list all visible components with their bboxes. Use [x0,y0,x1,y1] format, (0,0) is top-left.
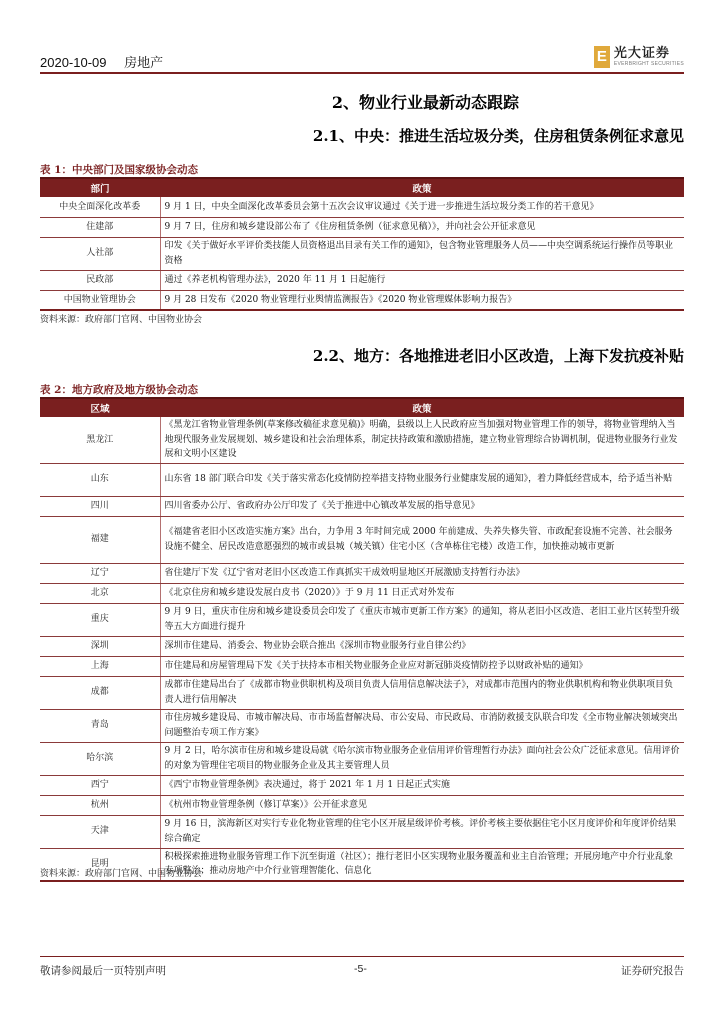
cell-policy: 9 月 16 日，滨海新区对实行专业化物业管理的住宅小区开展星级评价考核。评价考核主要依据住宅小区月度评价和年度评价结果综合确定 [160,815,684,848]
section-title: 2、物业行业最新动态跟踪 [331,93,519,112]
table2-body [40,417,684,881]
table-row [40,775,684,795]
cell-policy: 深圳市住建局、消委会、物业协会联合推出《深圳市物业服务行业自律公约》 [160,636,684,656]
table-row [40,270,684,290]
cell-policy: 《北京住房和城乡建设发展白皮书（2020）》于 9 月 11 日正式对外发布 [160,583,684,603]
page-header [40,52,177,71]
subsection-title-1: 2.1、中央：推进生活垃圾分类，住房租赁条例征求意见 [312,127,684,145]
cell-policy: 成都市住建局出台了《成都市物业供职机构及项目负责人信用信息解决法子》，对成都市范围内的物业供职机构和物业供职项目负责人进行信用解决 [160,676,684,709]
table2 [40,397,684,882]
table-row [40,709,684,742]
cell-region: 山东 [40,463,160,496]
cell-policy: 山东省 18 部门联合印发《关于落实常态化疫情防控举措支持物业服务行业健康发展的通知》，着力降低经营成本，给予适当补贴 [160,463,684,496]
cell-department: 住建部 [40,217,160,237]
table-row [40,290,684,310]
cell-policy: 9 月 28 日发布《2020 物业管理行业舆情监测报告》《2020 物业管理媒体影响力报告》 [160,290,684,310]
table2-header-policy: 政策 [160,398,684,417]
cell-region: 深圳 [40,636,160,656]
report-sector: 房地产 [124,55,164,70]
logo-name-cn: 光大证券 [613,46,670,61]
table1-body [40,197,684,310]
subsection-title-2: 2.2、地方：各地推进老旧小区改造，上海下发抗疫补贴 [312,347,684,365]
cell-policy: 9 月 2 日，哈尔滨市住房和城乡建设局就《哈尔滨市物业服务企业信用评价管理暂行办法》面向社会公众广泛征求意见。信用评价的对象为管理住宅项目的物业服务企业及其主要管理人员 [160,742,684,775]
table-row [40,563,684,583]
cell-region: 天津 [40,815,160,848]
cell-region: 西宁 [40,775,160,795]
cell-policy: 《西宁市物业管理条例》表决通过，将于 2021 年 1 月 1 日起正式实施 [160,775,684,795]
cell-region: 昆明 [40,848,160,881]
footer-report-type: 证券研究报告 [621,965,684,977]
cell-policy: 《杭州市物业管理条例（修订草案）》公开征求意见 [160,795,684,815]
cell-region: 北京 [40,583,160,603]
cell-policy: 积极探索推进物业服务管理工作下沉至街道（社区）；推行老旧小区实现物业服务覆盖和业主自治管理；开展房地产中介行业乱象专项整治；推动房地产中介行业管理智能化、信息化 [160,848,684,881]
table-row [40,583,684,603]
company-logo [594,46,684,68]
table-row [40,417,684,463]
cell-region: 黑龙江 [40,417,160,463]
header-divider [40,72,684,74]
table-row [40,237,684,270]
footer-divider [40,956,684,957]
table1 [40,177,684,311]
page-number: -5- [354,963,367,975]
table-row [40,815,684,848]
cell-region: 辽宁 [40,563,160,583]
table-row [40,516,684,563]
table-row [40,636,684,656]
table1-source: 资料来源：政府部门官网、中国物业协会 [40,315,203,325]
cell-policy: 通过《养老机构管理办法》，2020 年 11 月 1 日起施行 [160,270,684,290]
table1-header-policy: 政策 [160,178,684,197]
cell-department: 中央全面深化改革委 [40,197,160,217]
cell-region: 成都 [40,676,160,709]
table-row [40,656,684,676]
cell-policy: 省住建厅下发《辽宁省对老旧小区改造工作真抓实干成效明显地区开展激励支持暂行办法》 [160,563,684,583]
cell-policy: 9 月 7 日，住房和城乡建设部公布了《住房租赁条例（征求意见稿）》，并向社会公开征求意见 [160,217,684,237]
table-row [40,463,684,496]
cell-policy: 市住房城乡建设局、市城市解决局、市市场监督解决局、市公安局、市民政局、市消防救援支队联合印发《全市物业解决领域突出问题整治专项工作方案》 [160,709,684,742]
cell-policy: 市住建局和房屋管理局下发《关于扶持本市相关物业服务企业应对新冠肺炎疫情防控予以财政补贴的通知》 [160,656,684,676]
cell-region: 重庆 [40,603,160,636]
cell-policy: 《福建省老旧小区改造实施方案》出台，力争用 3 年时间完成 2000 年前建成、失养失修失管、市政配套设施不完善、社会服务设施不健全、居民改造意愿强烈的城市或县城（城关镇）住宅小区（含单栋住宅楼）改造工作，加快推动城市更新 [160,516,684,563]
table1-caption: 表 1：中央部门及国家级协会动态 [40,164,198,176]
table2-header-region: 区域 [40,398,160,417]
cell-department: 人社部 [40,237,160,270]
footer-disclaimer: 敬请参阅最后一页特别声明 [40,965,166,977]
table-row [40,795,684,815]
cell-policy: 四川省委办公厅、省政府办公厅印发了《关于推进中心镇改革发展的指导意见》 [160,496,684,516]
table1-header-dept: 部门 [40,178,160,197]
table-row [40,676,684,709]
report-date: 2020-10-09 [40,55,107,70]
logo-name-en: EVERBRIGHT SECURITIES [613,61,684,67]
cell-department: 民政部 [40,270,160,290]
cell-policy: 9 月 9 日，重庆市住房和城乡建设委员会印发了《重庆市城市更新工作方案》的通知，将从老旧小区改造、老旧工业片区转型升级等五大方面进行提升 [160,603,684,636]
cell-region: 福建 [40,516,160,563]
cell-region: 四川 [40,496,160,516]
cell-department: 中国物业管理协会 [40,290,160,310]
cell-region: 哈尔滨 [40,742,160,775]
table-row [40,742,684,775]
table-row [40,197,684,217]
cell-region: 杭州 [40,795,160,815]
cell-region: 青岛 [40,709,160,742]
cell-policy: 印发《关于做好水平评价类技能人员资格退出目录有关工作的通知》，包含物业管理服务人员——中央空调系统运行操作员等职业资格 [160,237,684,270]
table2-source: 资料来源：政府部门官网、中国物业协会 [40,869,203,879]
table-row [40,496,684,516]
table-row [40,217,684,237]
cell-policy: 9 月 1 日，中央全面深化改革委员会第十五次会议审议通过《关于进一步推进生活垃圾分类工作的若干意见》 [160,197,684,217]
table-row [40,603,684,636]
cell-policy: 《黑龙江省物业管理条例(草案修改稿征求意见稿)》明确，县级以上人民政府应当加强对物业管理工作的领导，将物业管理纳入当地现代服务业发展规划、城乡建设和社会治理体系，制定扶持政策和激励措施，建立物业管理综合协调机制，促进物业服务行业发展和文明小区建设 [160,417,684,463]
table2-caption: 表 2：地方政府及地方级协会动态 [40,384,198,396]
logo-mark-icon: E [594,46,610,68]
cell-region: 上海 [40,656,160,676]
